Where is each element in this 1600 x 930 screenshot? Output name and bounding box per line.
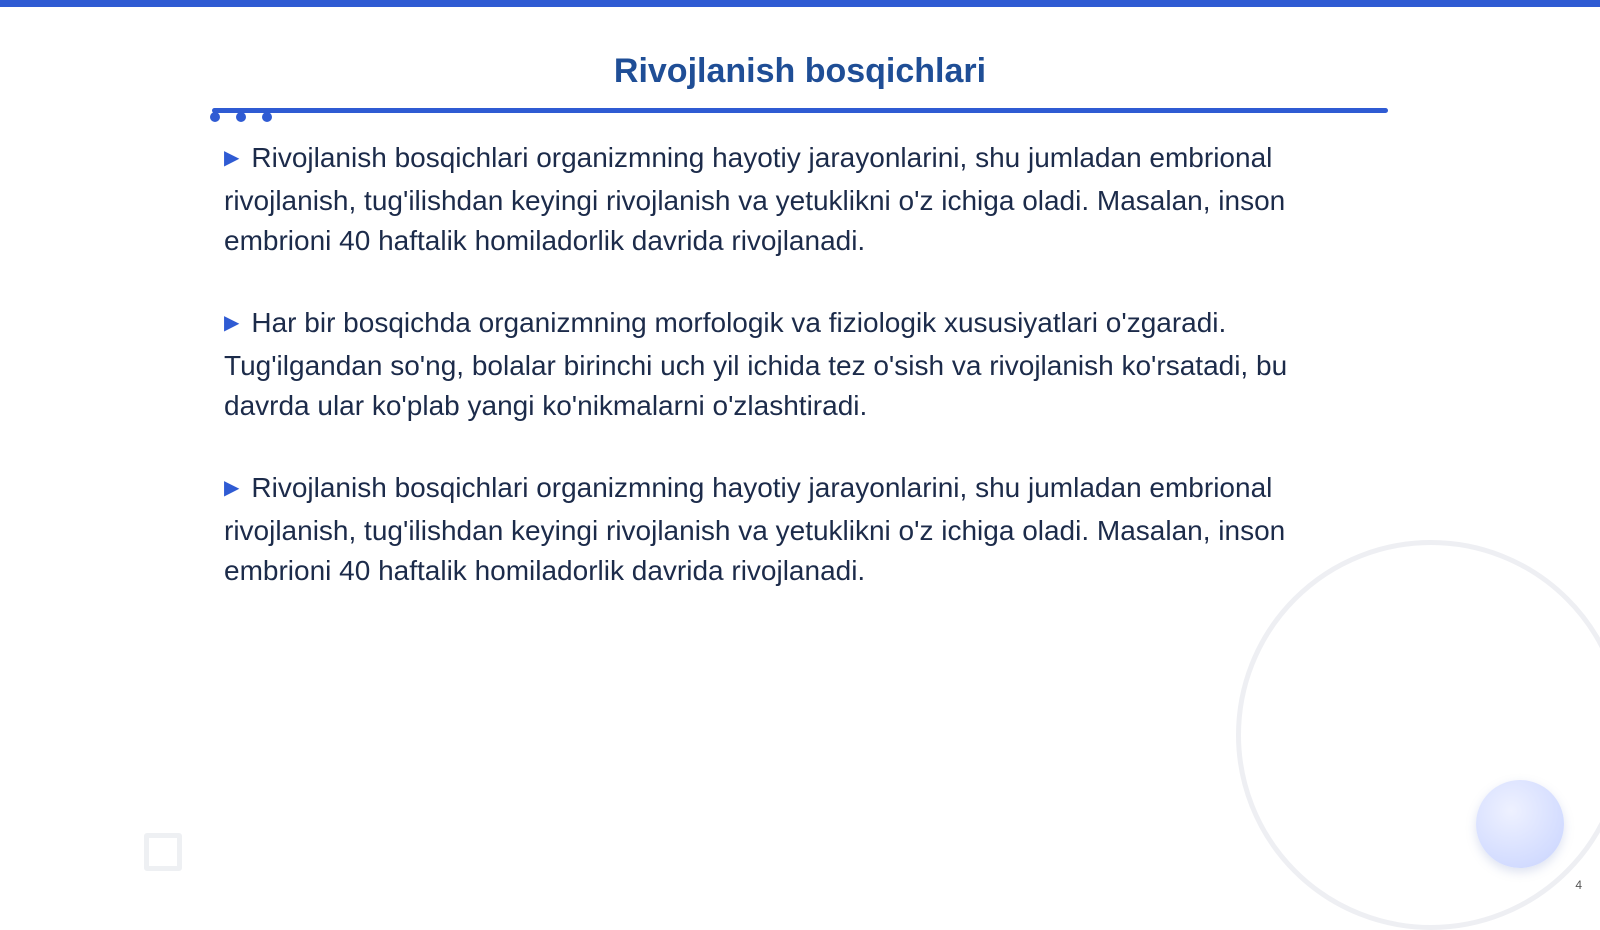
bullet-text: Rivojlanish bosqichlari organizmning hayotiy jarayonlarini, shu jumladan embrional rivojlanish, tug'ilishdan keyingi rivojlanish va yetuklikni o'z ichiga oladi. Masalan, inson embrioni 40 haftalik homiladorlik davrida rivojlanadi.: [224, 142, 1286, 256]
decorative-square: [144, 833, 182, 871]
triangle-right-icon: ▶: [224, 312, 240, 334]
slide-title: Rivojlanish bosqichlari: [613, 52, 987, 90]
bullet-list: [224, 138, 1344, 633]
top-accent-bar: [0, 0, 1600, 7]
decorative-dot: [236, 112, 246, 122]
page-number: 4: [1575, 878, 1582, 892]
triangle-right-icon: ▶: [224, 477, 240, 499]
decorative-dot: [210, 112, 220, 122]
bullet-item: [224, 468, 1344, 591]
decorative-ring: [1236, 540, 1600, 930]
bullet-text: Rivojlanish bosqichlari organizmning hayotiy jarayonlarini, shu jumladan embrional rivojlanish, tug'ilishdan keyingi rivojlanish va yetuklikni o'z ichiga oladi. Masalan, inson embrioni 40 haftalik homiladorlik davrida rivojlanadi.: [224, 472, 1286, 586]
triangle-right-icon: ▶: [224, 147, 240, 169]
bullet-item: [224, 138, 1344, 261]
decorative-dot: [262, 112, 272, 122]
title-underline: [212, 108, 1388, 113]
bullet-item: [224, 303, 1344, 426]
decorative-circle: [1476, 780, 1564, 868]
bullet-text: Har bir bosqichda organizmning morfologik va fiziologik xususiyatlari o'zgaradi. Tug'ilgandan so'ng, bolalar birinchi uch yil ichida tez o'sish va rivojlanish ko'rsatadi, bu davrda ular ko'plab yangi ko'nikmalarni o'zlashtiradi.: [224, 307, 1288, 421]
